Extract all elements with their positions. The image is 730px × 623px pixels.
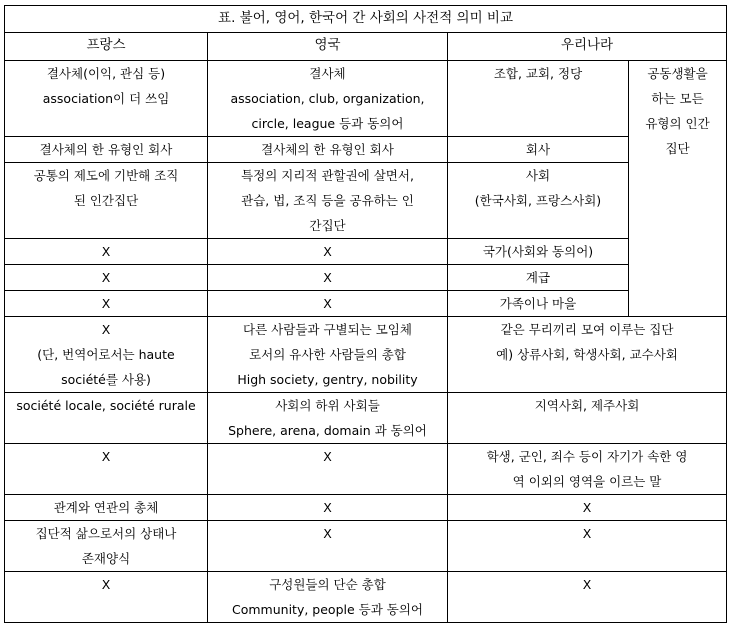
cell-line: X xyxy=(323,526,332,541)
cell-kr xyxy=(448,163,629,239)
cell-line: 간집단 xyxy=(309,218,346,233)
cell-kr xyxy=(448,239,629,265)
cell-line: (한국사회, 프랑스사회) xyxy=(474,193,602,208)
cell-line: 존재양식 xyxy=(81,551,131,566)
cell-line: 계급 xyxy=(525,270,551,285)
cell-uk xyxy=(208,265,448,291)
cell-kr xyxy=(448,137,629,163)
cell-line: X xyxy=(101,270,111,285)
cell-line: 결사체(이익, 관심 등) xyxy=(46,66,166,81)
cell-uk xyxy=(208,239,448,265)
cell-line: Sphere, arena, domain 과 동의어 xyxy=(228,423,427,438)
cell-fr xyxy=(5,444,208,495)
cell-line: X xyxy=(323,296,332,311)
cell-line: 결사체 xyxy=(309,66,346,81)
cell-fr xyxy=(5,163,208,239)
cell-line: 같은 무리끼리 모여 이루는 집단 xyxy=(500,322,674,337)
cell-line: 결사체의 한 유형인 회사 xyxy=(39,142,173,157)
cell-line: X xyxy=(323,244,332,259)
cell-uk xyxy=(208,291,448,317)
cell-line: 특정의 지리적 관할권에 살면서, xyxy=(241,168,414,183)
cell-fr xyxy=(5,265,208,291)
cell-uk xyxy=(208,572,448,623)
cell-kr xyxy=(448,265,629,291)
cell-line: 역 이외의 영역을 이르는 말 xyxy=(512,474,662,489)
cell-line: 집단적 삶으로서의 상태나 xyxy=(35,526,177,541)
header-france: 프랑스 xyxy=(5,33,208,61)
cell-kr xyxy=(448,317,727,393)
cell-line: 집단 xyxy=(665,141,690,156)
cell-line: X xyxy=(101,296,111,311)
cell-line: 하는 모든 xyxy=(651,91,704,106)
cell-uk xyxy=(208,444,448,495)
cell-line: 다른 사람들과 구별되는 모임체 xyxy=(243,322,412,337)
comparison-table xyxy=(4,5,727,623)
cell-line: 가족이나 마을 xyxy=(499,296,577,311)
cell-line: 구성원들의 단순 총합 xyxy=(269,577,386,592)
cell-fr xyxy=(5,495,208,521)
cell-kr xyxy=(448,393,727,444)
cell-line: 사회 xyxy=(525,168,551,183)
cell-line: 예) 상류사회, 학생사회, 교수사회 xyxy=(496,347,678,362)
cell-line: 공통의 제도에 기반해 조직 xyxy=(33,168,179,183)
cell-line: 사회의 하위 사회들 xyxy=(275,398,380,413)
cell-fr xyxy=(5,137,208,163)
cell-uk xyxy=(208,495,448,521)
cell-line: association, club, organization, xyxy=(230,91,425,106)
cell-line: 지역사회, 제주사회 xyxy=(534,398,640,413)
header-uk: 영국 xyxy=(208,33,448,61)
cell-fr xyxy=(5,521,208,572)
cell-fr xyxy=(5,239,208,265)
cell-kr xyxy=(448,291,629,317)
cell-line: X xyxy=(101,244,111,259)
cell-uk xyxy=(208,521,448,572)
cell-fr xyxy=(5,291,208,317)
cell-line: X xyxy=(582,577,592,592)
cell-line: 관습, 법, 조직 등을 공유하는 인 xyxy=(241,193,414,208)
header-korea: 우리나라 xyxy=(448,33,727,61)
cell-uk xyxy=(208,137,448,163)
cell-line: 회사 xyxy=(525,142,551,157)
cell-line: 국가(사회와 동의어) xyxy=(482,244,594,259)
cell-line: 결사체의 한 유형인 회사 xyxy=(261,142,394,157)
cell-uk xyxy=(208,393,448,444)
cell-uk xyxy=(208,163,448,239)
cell-line: X xyxy=(323,270,332,285)
cell-line: 된 인간집단 xyxy=(73,193,139,208)
cell-line: 조합, 교회, 정당 xyxy=(493,66,583,81)
cell-line: X xyxy=(101,322,111,337)
cell-uk xyxy=(208,317,448,393)
cell-line: 학생, 군인, 죄수 등이 자기가 속한 영 xyxy=(486,449,688,464)
cell-fr xyxy=(5,317,208,393)
cell-kr xyxy=(448,521,727,572)
cell-line: High society, gentry, nobility xyxy=(237,372,418,387)
cell-kr xyxy=(448,572,727,623)
cell-fr xyxy=(5,393,208,444)
cell-line: 관계와 연관의 총체 xyxy=(53,500,159,515)
cell-line: 공동생활을 xyxy=(647,66,708,81)
cell-line: Community, people 등과 동의어 xyxy=(232,602,423,617)
cell-kr xyxy=(448,444,727,495)
cell-line: X xyxy=(582,526,592,541)
cell-fr xyxy=(5,572,208,623)
table-title: 표. 불어, 영어, 한국어 간 사회의 사전적 의미 비교 xyxy=(5,6,727,33)
cell-line: (단, 번역어로서는 haute xyxy=(37,347,175,362)
cell-kr xyxy=(448,61,629,137)
cell-line: 유형의 인간 xyxy=(645,116,710,131)
cell-line: 로서의 유사한 사람들의 총합 xyxy=(249,347,406,362)
cell-kr xyxy=(448,495,727,521)
cell-line: X xyxy=(323,500,332,515)
cell-fr xyxy=(5,61,208,137)
cell-line: X xyxy=(323,449,332,464)
cell-line: circle, league 등과 동의어 xyxy=(251,116,404,131)
cell-line: société locale, société rurale xyxy=(16,398,196,413)
cell-line: société를 사용) xyxy=(61,372,151,387)
cell-uk xyxy=(208,61,448,137)
cell-line: X xyxy=(101,449,111,464)
cell-line: X xyxy=(101,577,111,592)
cell-line: association이 더 쓰임 xyxy=(42,91,170,106)
cell-line: X xyxy=(582,500,592,515)
cell-kr-side xyxy=(629,61,727,317)
